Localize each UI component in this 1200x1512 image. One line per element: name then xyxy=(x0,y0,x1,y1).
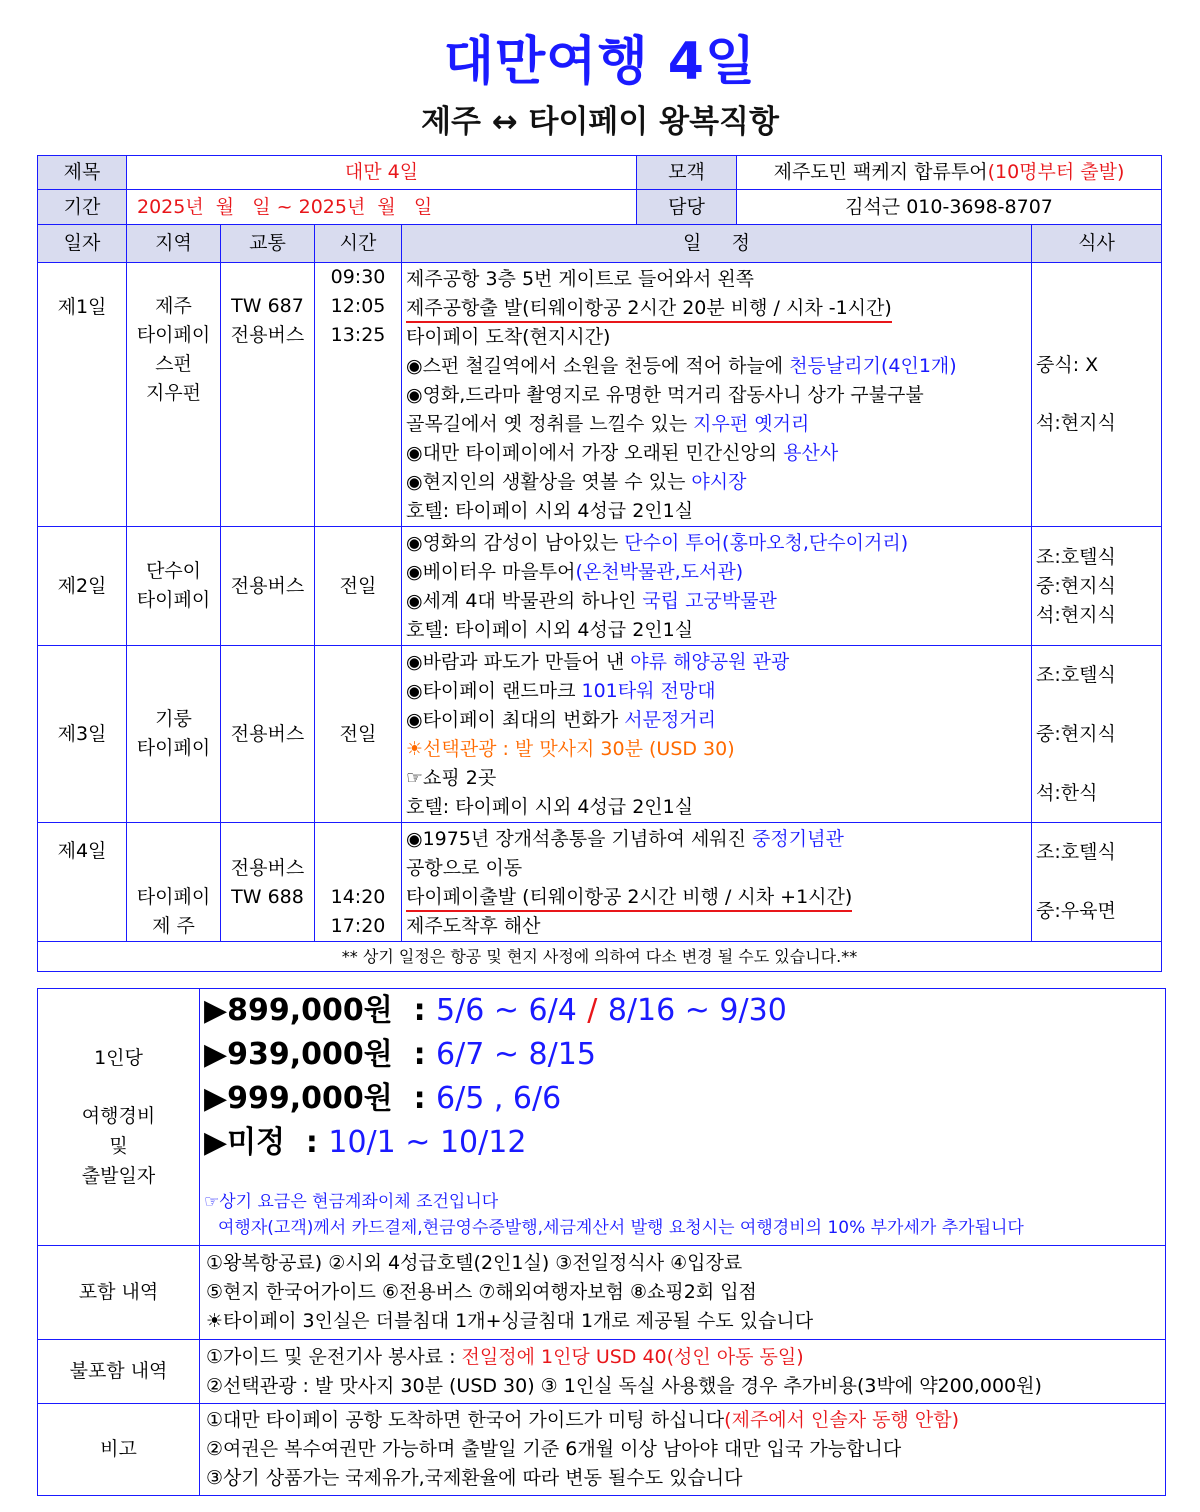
info-table xyxy=(37,155,1162,225)
schedule-table xyxy=(37,224,1162,972)
subject-value: 대만 4일 xyxy=(127,156,637,190)
page-subtitle: 제주 ↔ 타이페이 왕복직항 xyxy=(421,104,779,140)
excluded-content: ①가이드 및 운전기사 봉사료 : 전일정에 1인당 USD 40(성인 아동 동일) ②선택관광 : 발 맛사지 30분 (USD 30) ③ 1인실 독실 사용했을 경우 추가비용(3박에 약200,000원) xyxy=(200,1340,1166,1404)
pricing-note-1: ☞상기 요금은 현금계좌이체 조건입니다 xyxy=(204,1192,499,1212)
day4-transport: 전용버스 TW 688 xyxy=(221,823,315,942)
remarks-content: ①대만 타이페이 공항 도착하면 한국어 가이드가 미팅 하십니다(제주에서 인솔자 동행 안함) ②여권은 복수여권만 가능하며 출발일 기준 6개월 이상 남아야 대만 입국 가능합니다 ③상기 상품가는 국제유가,국제환율에 따라 변동 될수도 있습니다 xyxy=(200,1404,1166,1496)
period-label: 기간 xyxy=(38,190,127,225)
manager-label: 담당 xyxy=(637,190,737,225)
day3-time: 전일 xyxy=(315,646,402,823)
manager-value: 김석근 010-3698-8707 xyxy=(737,190,1162,225)
day2-meals: 조:호텔식 중:현지식 석:현지식 xyxy=(1032,527,1162,646)
price-row: ▶939,000원 : 6/7 ~ 8/15 xyxy=(204,1037,596,1072)
recruit-label: 모객 xyxy=(637,156,737,190)
day2-transport: 전용버스 xyxy=(221,527,315,646)
day1-meals: 중식: X 석:현지식 xyxy=(1032,263,1162,527)
col-meal: 식사 xyxy=(1032,225,1162,263)
recruit-note: (10명부터 출발) xyxy=(987,161,1125,183)
day2-schedule: ◉영화의 감성이 남아있는 단수이 투어(홍마오청,단수이거리) ◉베이터우 마을투어(온천박물관,도서관) ◉세계 4대 박물관의 하나인 국립 고궁박물관 호텔: 타이페이 시외 4성급 2인1실 xyxy=(402,527,1032,646)
col-schedule: 일 정 xyxy=(402,225,1032,263)
day4-region: 타이페이 제 주 xyxy=(127,823,221,942)
day3-transport: 전용버스 xyxy=(221,646,315,823)
day1-row xyxy=(38,263,1162,527)
day2-label: 제2일 xyxy=(38,527,127,646)
day1-schedule: 제주공항 3층 5번 게이트로 들어와서 왼쪽 제주공항출 발(티웨이항공 2시간 20분 비행 / 시차 -1시간) 타이페이 도착(현지시간) ◉스펀 철길역에서 소원을 천등에 적어 하늘에 천등날리기(4인1개) ◉영화,드라마 촬영지로 유명한 먹거리 잡동사니 상가 구불구불 골목길에서 옛 정취를 느낄수 있는 지우펀 옛거리 ◉대만 타이페이에서 가장 오래된 민간신앙의 용산사 ◉현지인의 생활상을 엿볼 수 있는 야시장 호텔: 타이페이 시외 4성급 2인1실 xyxy=(402,263,1032,527)
pricing-label: 1인당 여행경비 및 출발일자 xyxy=(38,989,200,1246)
price-row: ▶899,000원 : 5/6 ~ 6/4 / 8/16 ~ 9/30 xyxy=(204,993,787,1028)
day3-row xyxy=(38,646,1162,823)
day3-schedule: ◉바람과 파도가 만들어 낸 야류 해양공원 관광 ◉타이페이 랜드마크 101타워 전망대 ◉타이페이 최대의 번화가 서문정거리 ☀선택관광 : 발 맛사지 30분 (USD 30) ☞쇼핑 2곳 호텔: 타이페이 시외 4성급 2인1실 xyxy=(402,646,1032,823)
recruit-value: 제주도민 팩케지 합류투어(10명부터 출발) xyxy=(737,156,1162,190)
pricing-note-2: 여행자(고객)께서 카드결제,현금영수증발행,세금계산서 발행 요청시는 여행경비의 10% 부가세가 추가됩니다 xyxy=(218,1218,1024,1238)
day1-label: 제1일 xyxy=(38,263,127,527)
day4-row xyxy=(38,823,1162,942)
day3-meals: 조:호텔식 중:현지식 석:한식 xyxy=(1032,646,1162,823)
col-region: 지역 xyxy=(127,225,221,263)
day1-times: 09:30 12:05 13:25 xyxy=(315,263,402,527)
day1-region: 제주 타이페이 스펀 지우펀 xyxy=(127,263,221,527)
pricing-content xyxy=(200,989,1166,1246)
day2-region: 단수이 타이페이 xyxy=(127,527,221,646)
col-day: 일자 xyxy=(38,225,127,263)
col-transport: 교통 xyxy=(221,225,315,263)
excluded-label: 불포함 내역 xyxy=(38,1340,200,1404)
remarks-label: 비고 xyxy=(38,1404,200,1496)
schedule-notice: ** 상기 일정은 항공 및 현지 사정에 의하여 다소 변경 될 수도 있습니다.** xyxy=(38,942,1162,972)
day1-transport: TW 687 전용버스 xyxy=(221,263,315,527)
day3-region: 기룽 타이페이 xyxy=(127,646,221,823)
day4-times: 14:20 17:20 xyxy=(315,823,402,942)
subject-label: 제목 xyxy=(38,156,127,190)
period-value: 2025년 월 일 ~ 2025년 월 일 xyxy=(127,190,637,225)
day3-label: 제3일 xyxy=(38,646,127,823)
day4-label: 제4일 xyxy=(38,823,127,942)
pricing-table xyxy=(37,988,1166,1496)
day4-meals: 조:호텔식 중:우육면 xyxy=(1032,823,1162,942)
col-time: 시간 xyxy=(315,225,402,263)
price-row: ▶999,000원 : 6/5 , 6/6 xyxy=(204,1081,562,1116)
price-row: ▶미정 : 10/1 ~ 10/12 xyxy=(204,1125,527,1160)
included-content: ①왕복항공료) ②시외 4성급호텔(2인1실) ③전일정식사 ④입장료 ⑤현지 한국어가이드 ⑥전용버스 ⑦해외여행자보험 ⑧쇼핑2회 입점 ☀타이페이 3인실은 더블침대 1개+싱글침대 1개로 제공될 수도 있습니다 xyxy=(200,1246,1166,1340)
page-title: 대만여행 4일 xyxy=(443,32,757,92)
day2-row xyxy=(38,527,1162,646)
day4-schedule: ◉1975년 장개석총통을 기념하여 세워진 중정기념관 공항으로 이동 타이페이출발 (티웨이항공 2시간 비행 / 시차 +1시간) 제주도착후 해산 xyxy=(402,823,1032,942)
day2-time: 전일 xyxy=(315,527,402,646)
included-label: 포함 내역 xyxy=(38,1246,200,1340)
